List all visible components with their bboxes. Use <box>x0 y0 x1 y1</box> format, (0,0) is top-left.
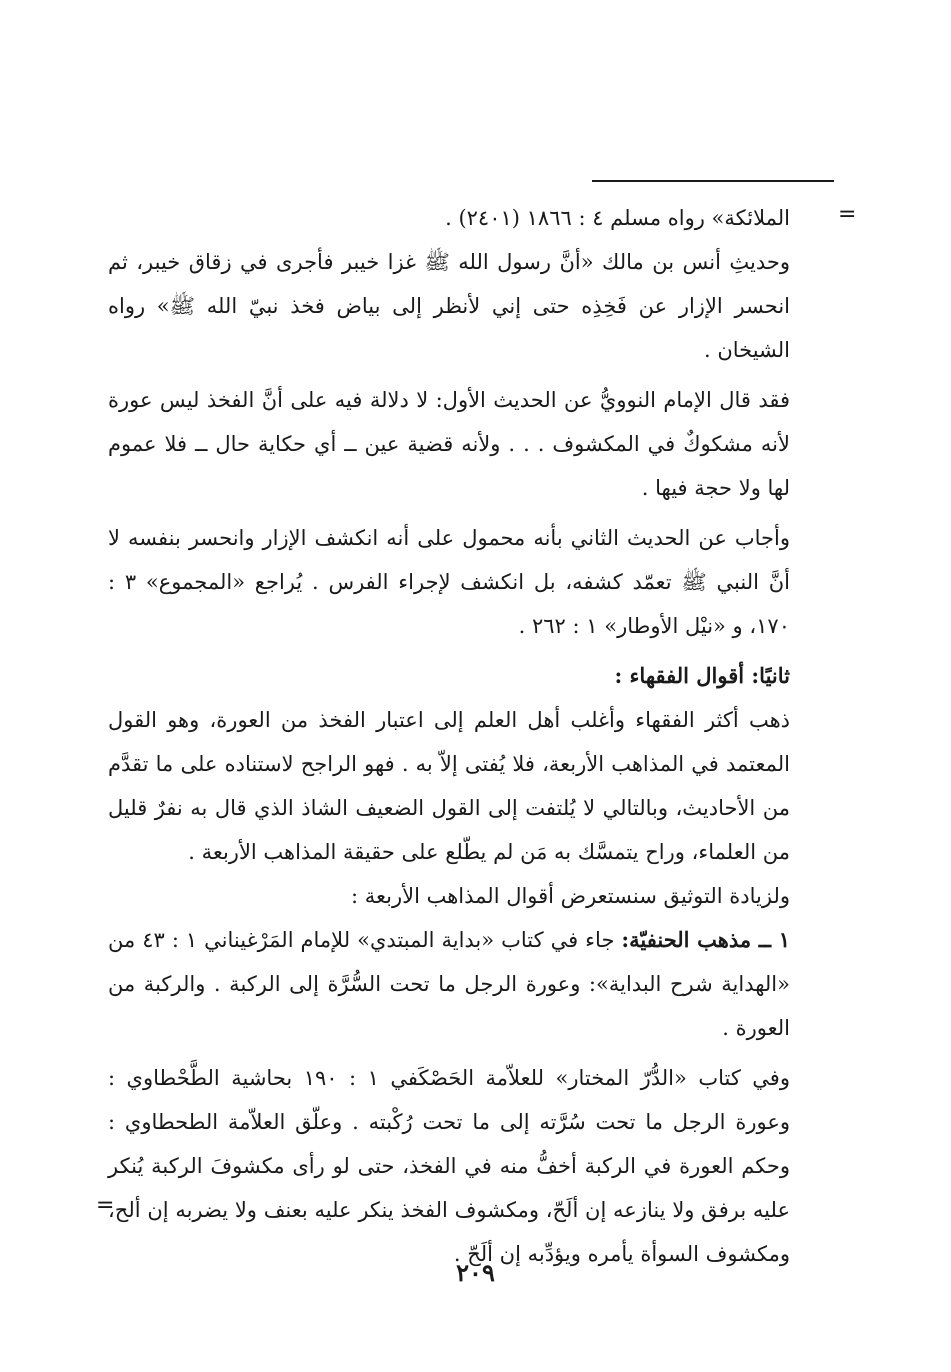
hanafi-heading: ١ ــ مذهب الحنفيّة: <box>621 927 790 952</box>
paragraph-footnote-continuation: الملائكة» رواه مسلم ٤ : ١٨٦٦ (٢٤٠١) . <box>445 206 790 230</box>
continuation-mark-bottom: = <box>96 1193 115 1218</box>
paragraph-majority-opinion: ذهب أكثر الفقهاء وأغلب أهل العلم إلى اعتبار الفخذ من العورة، وهو القول المعتمد في المذاهب الأربعة، فلا يُفتى إلاّ به . فهو الراجح لاستناده على ما تقدَّم من الأحاديث، وبالتالي لا يُلتفت إلى القول الضعيف الشاذ الذي قال به نفرٌ قليل من العلماء، وراح يتمسَّك به مَن لم يطّلع على حقيقة المذاهب الأربعة . <box>108 708 790 864</box>
continuation-mark-top: = <box>838 202 857 227</box>
paragraph-durr-mukhtar: وفي كتاب «الدُّرّ المختار» للعلاّمة الحَصْكَفي ١ : ١٩٠ بحاشية الطَّحْطاوي : وعورة الرجل ما تحت سُرَّته إلى ما تحت رُكْبته . وعلّق العلاّمة الطحطاوي : وحكم العورة في الركبة أخفُّ منه في الفخذ، حتى لو رأى مكشوفَ الركبة يُنكر عليه برفق ولا ينازعه إن ألَحّ، ومكشوف الفخذ ينكر عليه بعنف ولا يضربه إن ألح، ومكشوف السوأة يأمره ويؤدِّبه إن ألَحّ . <box>108 1066 790 1266</box>
section-heading-fuqaha: ثانيًا: أقوال الفقهاء : <box>614 663 790 688</box>
paragraph-hanafi-school <box>108 918 790 1050</box>
hanafi-text: جاء في كتاب «بداية المبتدي» للإمام المَرْغيناني ١ : ٤٣ من «الهداية شرح البداية»: وعورة الرجل ما تحت السُّرَّة إلى الركبة . والركبة من العورة . <box>108 928 790 1040</box>
footnote-separator-line <box>592 180 834 182</box>
paragraph-four-schools-intro: ولزيادة التوثيق سنستعرض أقوال المذاهب الأربعة : <box>350 884 790 908</box>
paragraph-nawawi-response: فقد قال الإمام النوويُّ عن الحديث الأول: لا دلالة فيه على أنَّ الفخذ ليس عورة لأنه مشكوكٌ في المكشوف . . . ولأنه قضية عين ــ أي حكاية حال ــ فلا عموم لها ولا حجة فيها . <box>108 388 791 500</box>
paragraph-second-hadith-answer: وأجاب عن الحديث الثاني بأنه محمول على أنه انكشف الإزار وانحسر بنفسه لا أنَّ النبي ﷺ تعمّد كشفه، بل انكشف لإجراء الفرس . يُراجع «المجموع» ٣ : ١٧٠، و «نيْل الأوطار» ١ : ٢٦٢ . <box>108 526 790 638</box>
paragraph-anas-hadith: وحديثِ أنس بن مالك «أنَّ رسول الله ﷺ غزا خيبر فأجرى في زقاق خيبر، ثم انحسر الإزار عن فَخِذِه حتى إني لأنظر إلى بياض فخذ نبيّ الله ﷺ» رواه الشيخان . <box>108 250 790 362</box>
page-body <box>108 196 790 1276</box>
page-number: ٢٠٩ <box>456 1258 495 1287</box>
